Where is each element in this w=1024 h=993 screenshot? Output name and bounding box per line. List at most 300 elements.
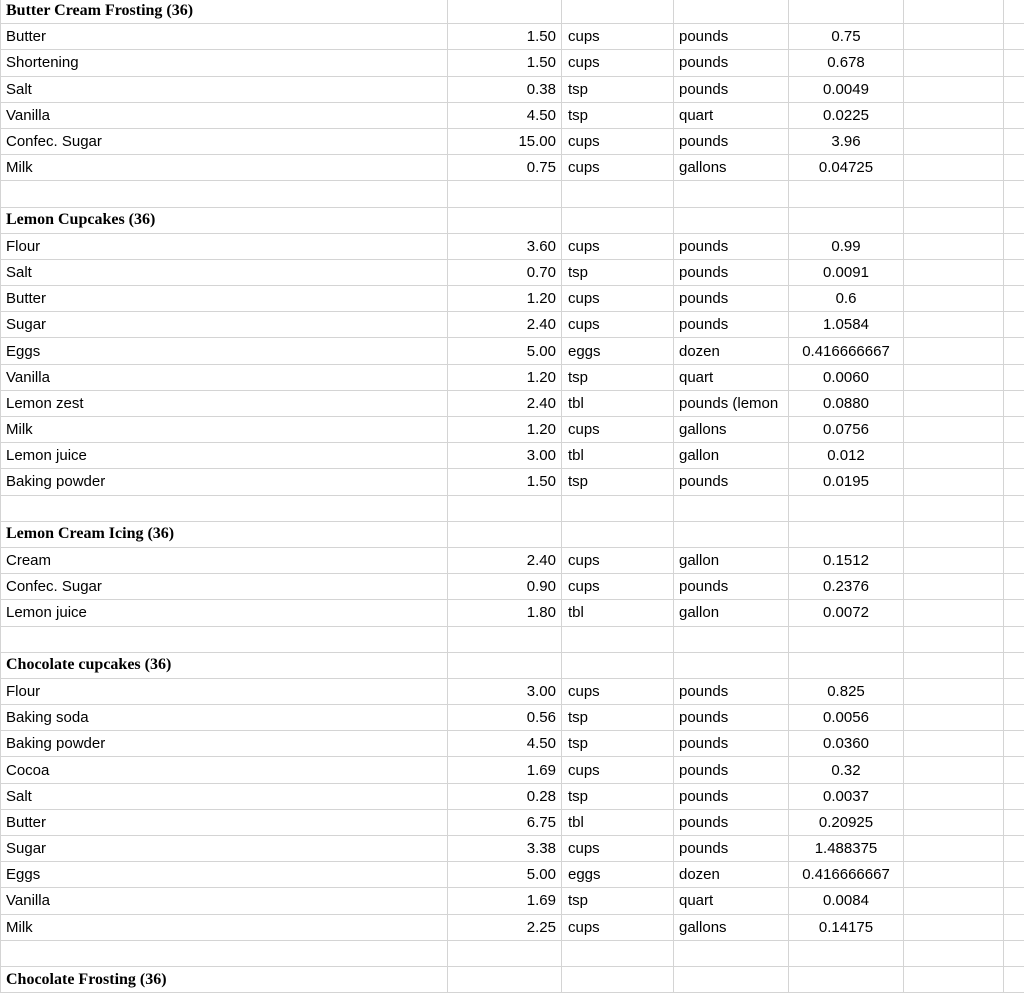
empty-cell[interactable] <box>1004 390 1024 416</box>
converted-value-cell[interactable]: 0.0037 <box>789 783 904 809</box>
purchase-unit-cell[interactable]: gallons <box>674 417 789 443</box>
quantity-cell[interactable]: 5.00 <box>448 338 562 364</box>
empty-cell[interactable] <box>1004 155 1024 181</box>
purchase-unit-cell[interactable]: dozen <box>674 338 789 364</box>
empty-cell[interactable] <box>904 207 1004 233</box>
ingredient-row <box>1 286 1024 312</box>
empty-cell[interactable] <box>904 338 1004 364</box>
ingredient-row <box>1 50 1024 76</box>
empty-cell[interactable] <box>674 207 789 233</box>
ingredient-row <box>1 417 1024 443</box>
empty-cell[interactable] <box>674 495 789 521</box>
empty-cell[interactable] <box>1004 364 1024 390</box>
unit-cell[interactable]: cups <box>562 678 674 704</box>
empty-cell[interactable] <box>1004 443 1024 469</box>
ingredient-row <box>1 574 1024 600</box>
unit-cell[interactable]: cups <box>562 547 674 573</box>
empty-cell[interactable] <box>1004 0 1024 24</box>
blank-row <box>1 495 1024 521</box>
ingredient-row <box>1 443 1024 469</box>
empty-cell[interactable] <box>1 940 448 966</box>
converted-value-cell[interactable]: 0.012 <box>789 443 904 469</box>
ingredient-row <box>1 76 1024 102</box>
empty-cell[interactable] <box>789 626 904 652</box>
ingredient-row <box>1 364 1024 390</box>
empty-cell[interactable] <box>1004 286 1024 312</box>
quantity-cell[interactable]: 1.20 <box>448 364 562 390</box>
empty-cell[interactable] <box>562 0 674 24</box>
purchase-unit-cell[interactable]: gallon <box>674 547 789 573</box>
quantity-cell[interactable]: 2.40 <box>448 390 562 416</box>
ingredient-name-cell[interactable]: Shortening <box>1 50 448 76</box>
ingredient-name-cell[interactable]: Vanilla <box>1 888 448 914</box>
ingredient-row <box>1 233 1024 259</box>
unit-cell[interactable]: tsp <box>562 364 674 390</box>
empty-cell[interactable] <box>674 181 789 207</box>
empty-cell[interactable] <box>789 940 904 966</box>
ingredient-row <box>1 469 1024 495</box>
ingredient-name-cell[interactable]: Eggs <box>1 862 448 888</box>
empty-cell[interactable] <box>1004 836 1024 862</box>
section-title[interactable]: Lemon Cream Icing (36) <box>1 521 448 547</box>
ingredient-name-cell[interactable]: Butter <box>1 24 448 50</box>
ingredient-name-cell[interactable]: Milk <box>1 914 448 940</box>
empty-cell[interactable] <box>1004 626 1024 652</box>
empty-cell[interactable] <box>789 0 904 24</box>
empty-cell[interactable] <box>1004 495 1024 521</box>
empty-cell[interactable] <box>789 966 904 992</box>
unit-cell[interactable]: tsp <box>562 102 674 128</box>
empty-cell[interactable] <box>448 626 562 652</box>
purchase-unit-cell[interactable]: pounds <box>674 128 789 154</box>
ingredient-row <box>1 731 1024 757</box>
empty-cell[interactable] <box>448 495 562 521</box>
empty-cell[interactable] <box>674 0 789 24</box>
empty-cell[interactable] <box>904 626 1004 652</box>
empty-cell[interactable] <box>1004 757 1024 783</box>
quantity-cell[interactable]: 0.28 <box>448 783 562 809</box>
empty-cell[interactable] <box>904 966 1004 992</box>
ingredient-name-cell[interactable]: Salt <box>1 783 448 809</box>
converted-value-cell[interactable]: 0.0360 <box>789 731 904 757</box>
quantity-cell[interactable]: 0.90 <box>448 574 562 600</box>
ingredient-name-cell[interactable]: Salt <box>1 259 448 285</box>
purchase-unit-cell[interactable]: pounds <box>674 757 789 783</box>
converted-value-cell[interactable]: 0.0072 <box>789 600 904 626</box>
empty-cell[interactable] <box>1004 312 1024 338</box>
unit-cell[interactable]: tsp <box>562 259 674 285</box>
unit-cell[interactable]: tbl <box>562 390 674 416</box>
quantity-cell[interactable]: 1.20 <box>448 286 562 312</box>
ingredient-name-cell[interactable]: Lemon juice <box>1 600 448 626</box>
unit-cell[interactable]: cups <box>562 312 674 338</box>
quantity-cell[interactable]: 15.00 <box>448 128 562 154</box>
empty-cell[interactable] <box>448 181 562 207</box>
converted-value-cell[interactable]: 0.0225 <box>789 102 904 128</box>
quantity-cell[interactable]: 0.75 <box>448 155 562 181</box>
unit-cell[interactable]: tsp <box>562 731 674 757</box>
converted-value-cell[interactable]: 0.32 <box>789 757 904 783</box>
quantity-cell[interactable]: 5.00 <box>448 862 562 888</box>
purchase-unit-cell[interactable]: pounds <box>674 233 789 259</box>
quantity-cell[interactable]: 2.25 <box>448 914 562 940</box>
unit-cell[interactable]: tbl <box>562 443 674 469</box>
ingredient-name-cell[interactable]: Confec. Sugar <box>1 574 448 600</box>
empty-cell[interactable] <box>1004 809 1024 835</box>
empty-cell[interactable] <box>904 574 1004 600</box>
unit-cell[interactable]: cups <box>562 128 674 154</box>
quantity-cell[interactable]: 4.50 <box>448 731 562 757</box>
quantity-cell[interactable]: 3.60 <box>448 233 562 259</box>
empty-cell[interactable] <box>789 521 904 547</box>
empty-cell[interactable] <box>789 652 904 678</box>
converted-value-cell[interactable]: 0.20925 <box>789 809 904 835</box>
ingredient-row <box>1 809 1024 835</box>
ingredient-row <box>1 757 1024 783</box>
purchase-unit-cell[interactable]: gallons <box>674 155 789 181</box>
empty-cell[interactable] <box>562 966 674 992</box>
ingredient-row <box>1 390 1024 416</box>
purchase-unit-cell[interactable]: gallon <box>674 600 789 626</box>
purchase-unit-cell[interactable]: quart <box>674 364 789 390</box>
unit-cell[interactable]: tsp <box>562 76 674 102</box>
empty-cell[interactable] <box>562 181 674 207</box>
empty-cell[interactable] <box>904 417 1004 443</box>
converted-value-cell[interactable]: 0.04725 <box>789 155 904 181</box>
unit-cell[interactable]: cups <box>562 24 674 50</box>
purchase-unit-cell[interactable]: pounds <box>674 836 789 862</box>
converted-value-cell[interactable]: 0.0091 <box>789 259 904 285</box>
empty-cell[interactable] <box>1004 705 1024 731</box>
converted-value-cell[interactable]: 0.2376 <box>789 574 904 600</box>
empty-cell[interactable] <box>448 0 562 24</box>
empty-cell[interactable] <box>1004 102 1024 128</box>
unit-cell[interactable]: cups <box>562 286 674 312</box>
ingredient-row <box>1 678 1024 704</box>
empty-cell[interactable] <box>674 940 789 966</box>
purchase-unit-cell[interactable]: pounds <box>674 809 789 835</box>
empty-cell[interactable] <box>1004 521 1024 547</box>
empty-cell[interactable] <box>1004 233 1024 259</box>
converted-value-cell[interactable]: 0.825 <box>789 678 904 704</box>
empty-cell[interactable] <box>1 626 448 652</box>
unit-cell[interactable]: cups <box>562 914 674 940</box>
empty-cell[interactable] <box>1004 469 1024 495</box>
quantity-cell[interactable]: 1.20 <box>448 417 562 443</box>
empty-cell[interactable] <box>904 50 1004 76</box>
empty-cell[interactable] <box>1004 547 1024 573</box>
empty-cell[interactable] <box>904 495 1004 521</box>
empty-cell[interactable] <box>448 940 562 966</box>
ingredient-row <box>1 155 1024 181</box>
ingredient-name-cell[interactable]: Baking powder <box>1 731 448 757</box>
ingredient-row <box>1 705 1024 731</box>
converted-value-cell[interactable]: 0.1512 <box>789 547 904 573</box>
converted-value-cell[interactable]: 3.96 <box>789 128 904 154</box>
empty-cell[interactable] <box>1004 888 1024 914</box>
empty-cell[interactable] <box>562 652 674 678</box>
purchase-unit-cell[interactable]: pounds <box>674 705 789 731</box>
ingredient-name-cell[interactable]: Vanilla <box>1 364 448 390</box>
purchase-unit-cell[interactable]: pounds <box>674 76 789 102</box>
blank-row <box>1 940 1024 966</box>
unit-cell[interactable]: tsp <box>562 705 674 731</box>
converted-value-cell[interactable]: 0.0195 <box>789 469 904 495</box>
empty-cell[interactable] <box>674 652 789 678</box>
empty-cell[interactable] <box>674 521 789 547</box>
empty-cell[interactable] <box>904 364 1004 390</box>
empty-cell[interactable] <box>448 966 562 992</box>
empty-cell[interactable] <box>562 495 674 521</box>
section-title[interactable]: Lemon Cupcakes (36) <box>1 207 448 233</box>
empty-cell[interactable] <box>904 888 1004 914</box>
purchase-unit-cell[interactable]: pounds <box>674 50 789 76</box>
empty-cell[interactable] <box>904 705 1004 731</box>
purchase-unit-cell[interactable]: pounds <box>674 312 789 338</box>
ingredient-name-cell[interactable]: Flour <box>1 678 448 704</box>
empty-cell[interactable] <box>562 626 674 652</box>
empty-cell[interactable] <box>904 259 1004 285</box>
empty-cell[interactable] <box>1004 76 1024 102</box>
purchase-unit-cell[interactable]: pounds <box>674 574 789 600</box>
unit-cell[interactable]: tsp <box>562 888 674 914</box>
empty-cell[interactable] <box>904 24 1004 50</box>
unit-cell[interactable]: eggs <box>562 862 674 888</box>
converted-value-cell[interactable]: 0.0056 <box>789 705 904 731</box>
unit-cell[interactable]: tsp <box>562 783 674 809</box>
empty-cell[interactable] <box>904 128 1004 154</box>
unit-cell[interactable]: cups <box>562 50 674 76</box>
empty-cell[interactable] <box>904 809 1004 835</box>
ingredient-row <box>1 862 1024 888</box>
quantity-cell[interactable]: 1.69 <box>448 888 562 914</box>
empty-cell[interactable] <box>904 76 1004 102</box>
converted-value-cell[interactable]: 0.14175 <box>789 914 904 940</box>
empty-cell[interactable] <box>1004 966 1024 992</box>
unit-cell[interactable]: cups <box>562 233 674 259</box>
quantity-cell[interactable]: 0.56 <box>448 705 562 731</box>
unit-cell[interactable]: cups <box>562 574 674 600</box>
converted-value-cell[interactable]: 1.0584 <box>789 312 904 338</box>
empty-cell[interactable] <box>1 495 448 521</box>
converted-value-cell[interactable]: 0.0880 <box>789 390 904 416</box>
converted-value-cell[interactable]: 0.0049 <box>789 76 904 102</box>
unit-cell[interactable]: tbl <box>562 600 674 626</box>
empty-cell[interactable] <box>904 914 1004 940</box>
empty-cell[interactable] <box>904 469 1004 495</box>
empty-cell[interactable] <box>904 390 1004 416</box>
recipe-table-body <box>1 0 1024 993</box>
empty-cell[interactable] <box>904 678 1004 704</box>
empty-cell[interactable] <box>904 443 1004 469</box>
empty-cell[interactable] <box>789 181 904 207</box>
empty-cell[interactable] <box>1004 128 1024 154</box>
ingredient-row <box>1 600 1024 626</box>
quantity-cell[interactable]: 3.38 <box>448 836 562 862</box>
quantity-cell[interactable]: 0.70 <box>448 259 562 285</box>
section-header-row <box>1 207 1024 233</box>
empty-cell[interactable] <box>1004 914 1024 940</box>
empty-cell[interactable] <box>904 940 1004 966</box>
quantity-cell[interactable]: 1.50 <box>448 24 562 50</box>
ingredient-name-cell[interactable]: Eggs <box>1 338 448 364</box>
quantity-cell[interactable]: 3.00 <box>448 678 562 704</box>
ingredient-name-cell[interactable]: Cocoa <box>1 757 448 783</box>
empty-cell[interactable] <box>1004 207 1024 233</box>
purchase-unit-cell[interactable]: pounds <box>674 731 789 757</box>
purchase-unit-cell[interactable]: quart <box>674 102 789 128</box>
blank-row <box>1 626 1024 652</box>
converted-value-cell[interactable]: 0.75 <box>789 24 904 50</box>
ingredient-row <box>1 888 1024 914</box>
empty-cell[interactable] <box>1004 862 1024 888</box>
quantity-cell[interactable]: 2.40 <box>448 312 562 338</box>
ingredient-name-cell[interactable]: Sugar <box>1 836 448 862</box>
unit-cell[interactable]: eggs <box>562 338 674 364</box>
empty-cell[interactable] <box>904 547 1004 573</box>
ingredient-name-cell[interactable]: Baking powder <box>1 469 448 495</box>
empty-cell[interactable] <box>448 652 562 678</box>
ingredient-name-cell[interactable]: Flour <box>1 233 448 259</box>
empty-cell[interactable] <box>1004 678 1024 704</box>
empty-cell[interactable] <box>904 783 1004 809</box>
purchase-unit-cell[interactable]: pounds <box>674 259 789 285</box>
converted-value-cell[interactable]: 0.0060 <box>789 364 904 390</box>
ingredient-name-cell[interactable]: Milk <box>1 417 448 443</box>
section-header-row <box>1 966 1024 992</box>
unit-cell[interactable]: cups <box>562 155 674 181</box>
quantity-cell[interactable]: 1.69 <box>448 757 562 783</box>
purchase-unit-cell[interactable]: pounds <box>674 783 789 809</box>
unit-cell[interactable]: cups <box>562 836 674 862</box>
empty-cell[interactable] <box>904 600 1004 626</box>
ingredient-name-cell[interactable]: Sugar <box>1 312 448 338</box>
section-title[interactable]: Chocolate cupcakes (36) <box>1 652 448 678</box>
empty-cell[interactable] <box>1004 783 1024 809</box>
empty-cell[interactable] <box>562 521 674 547</box>
empty-cell[interactable] <box>1004 50 1024 76</box>
ingredient-row <box>1 338 1024 364</box>
empty-cell[interactable] <box>904 652 1004 678</box>
empty-cell[interactable] <box>904 836 1004 862</box>
empty-cell[interactable] <box>904 731 1004 757</box>
empty-cell[interactable] <box>1004 731 1024 757</box>
purchase-unit-cell[interactable]: pounds (lemon <box>674 390 789 416</box>
purchase-unit-cell[interactable]: quart <box>674 888 789 914</box>
quantity-cell[interactable]: 4.50 <box>448 102 562 128</box>
empty-cell[interactable] <box>904 155 1004 181</box>
empty-cell[interactable] <box>1004 417 1024 443</box>
empty-cell[interactable] <box>1004 24 1024 50</box>
ingredient-name-cell[interactable]: Baking soda <box>1 705 448 731</box>
quantity-cell[interactable]: 1.50 <box>448 50 562 76</box>
section-header-row <box>1 0 1024 24</box>
unit-cell[interactable]: cups <box>562 417 674 443</box>
converted-value-cell[interactable]: 1.488375 <box>789 836 904 862</box>
unit-cell[interactable]: tsp <box>562 469 674 495</box>
ingredient-name-cell[interactable]: Lemon juice <box>1 443 448 469</box>
quantity-cell[interactable]: 6.75 <box>448 809 562 835</box>
empty-cell[interactable] <box>562 207 674 233</box>
converted-value-cell[interactable]: 0.0084 <box>789 888 904 914</box>
empty-cell[interactable] <box>904 0 1004 24</box>
empty-cell[interactable] <box>904 181 1004 207</box>
ingredient-row <box>1 547 1024 573</box>
unit-cell[interactable]: tbl <box>562 809 674 835</box>
ingredient-row <box>1 914 1024 940</box>
ingredient-row <box>1 102 1024 128</box>
ingredient-name-cell[interactable]: Salt <box>1 76 448 102</box>
empty-cell[interactable] <box>1 181 448 207</box>
empty-cell[interactable] <box>904 312 1004 338</box>
empty-cell[interactable] <box>448 521 562 547</box>
ingredient-name-cell[interactable]: Confec. Sugar <box>1 128 448 154</box>
quantity-cell[interactable]: 1.80 <box>448 600 562 626</box>
empty-cell[interactable] <box>904 862 1004 888</box>
converted-value-cell[interactable]: 0.678 <box>789 50 904 76</box>
section-header-row <box>1 652 1024 678</box>
blank-row <box>1 181 1024 207</box>
quantity-cell[interactable]: 1.50 <box>448 469 562 495</box>
section-title[interactable]: Butter Cream Frosting (36) <box>1 0 448 24</box>
ingredient-name-cell[interactable]: Butter <box>1 809 448 835</box>
quantity-cell[interactable]: 2.40 <box>448 547 562 573</box>
empty-cell[interactable] <box>904 286 1004 312</box>
purchase-unit-cell[interactable]: pounds <box>674 286 789 312</box>
empty-cell[interactable] <box>562 940 674 966</box>
empty-cell[interactable] <box>1004 259 1024 285</box>
empty-cell[interactable] <box>1004 600 1024 626</box>
quantity-cell[interactable]: 3.00 <box>448 443 562 469</box>
empty-cell[interactable] <box>674 626 789 652</box>
empty-cell[interactable] <box>789 495 904 521</box>
empty-cell[interactable] <box>674 966 789 992</box>
quantity-cell[interactable]: 0.38 <box>448 76 562 102</box>
empty-cell[interactable] <box>904 521 1004 547</box>
empty-cell[interactable] <box>904 757 1004 783</box>
section-title[interactable]: Chocolate Frosting (36) <box>1 966 448 992</box>
ingredient-name-cell[interactable]: Milk <box>1 155 448 181</box>
purchase-unit-cell[interactable]: dozen <box>674 862 789 888</box>
unit-cell[interactable]: cups <box>562 757 674 783</box>
converted-value-cell[interactable]: 0.99 <box>789 233 904 259</box>
purchase-unit-cell[interactable]: gallon <box>674 443 789 469</box>
empty-cell[interactable] <box>448 207 562 233</box>
empty-cell[interactable] <box>904 102 1004 128</box>
ingredient-row <box>1 259 1024 285</box>
purchase-unit-cell[interactable]: pounds <box>674 469 789 495</box>
ingredient-name-cell[interactable]: Butter <box>1 286 448 312</box>
converted-value-cell[interactable]: 0.6 <box>789 286 904 312</box>
empty-cell[interactable] <box>904 233 1004 259</box>
purchase-unit-cell[interactable]: pounds <box>674 24 789 50</box>
empty-cell[interactable] <box>789 207 904 233</box>
empty-cell[interactable] <box>1004 940 1024 966</box>
converted-value-cell[interactable]: 0.0756 <box>789 417 904 443</box>
ingredient-name-cell[interactable]: Lemon zest <box>1 390 448 416</box>
purchase-unit-cell[interactable]: gallons <box>674 914 789 940</box>
empty-cell[interactable] <box>1004 181 1024 207</box>
converted-value-cell[interactable]: 0.416666667 <box>789 338 904 364</box>
empty-cell[interactable] <box>1004 652 1024 678</box>
purchase-unit-cell[interactable]: pounds <box>674 678 789 704</box>
empty-cell[interactable] <box>1004 574 1024 600</box>
converted-value-cell[interactable]: 0.416666667 <box>789 862 904 888</box>
ingredient-row <box>1 783 1024 809</box>
empty-cell[interactable] <box>1004 338 1024 364</box>
ingredient-name-cell[interactable]: Cream <box>1 547 448 573</box>
ingredient-name-cell[interactable]: Vanilla <box>1 102 448 128</box>
